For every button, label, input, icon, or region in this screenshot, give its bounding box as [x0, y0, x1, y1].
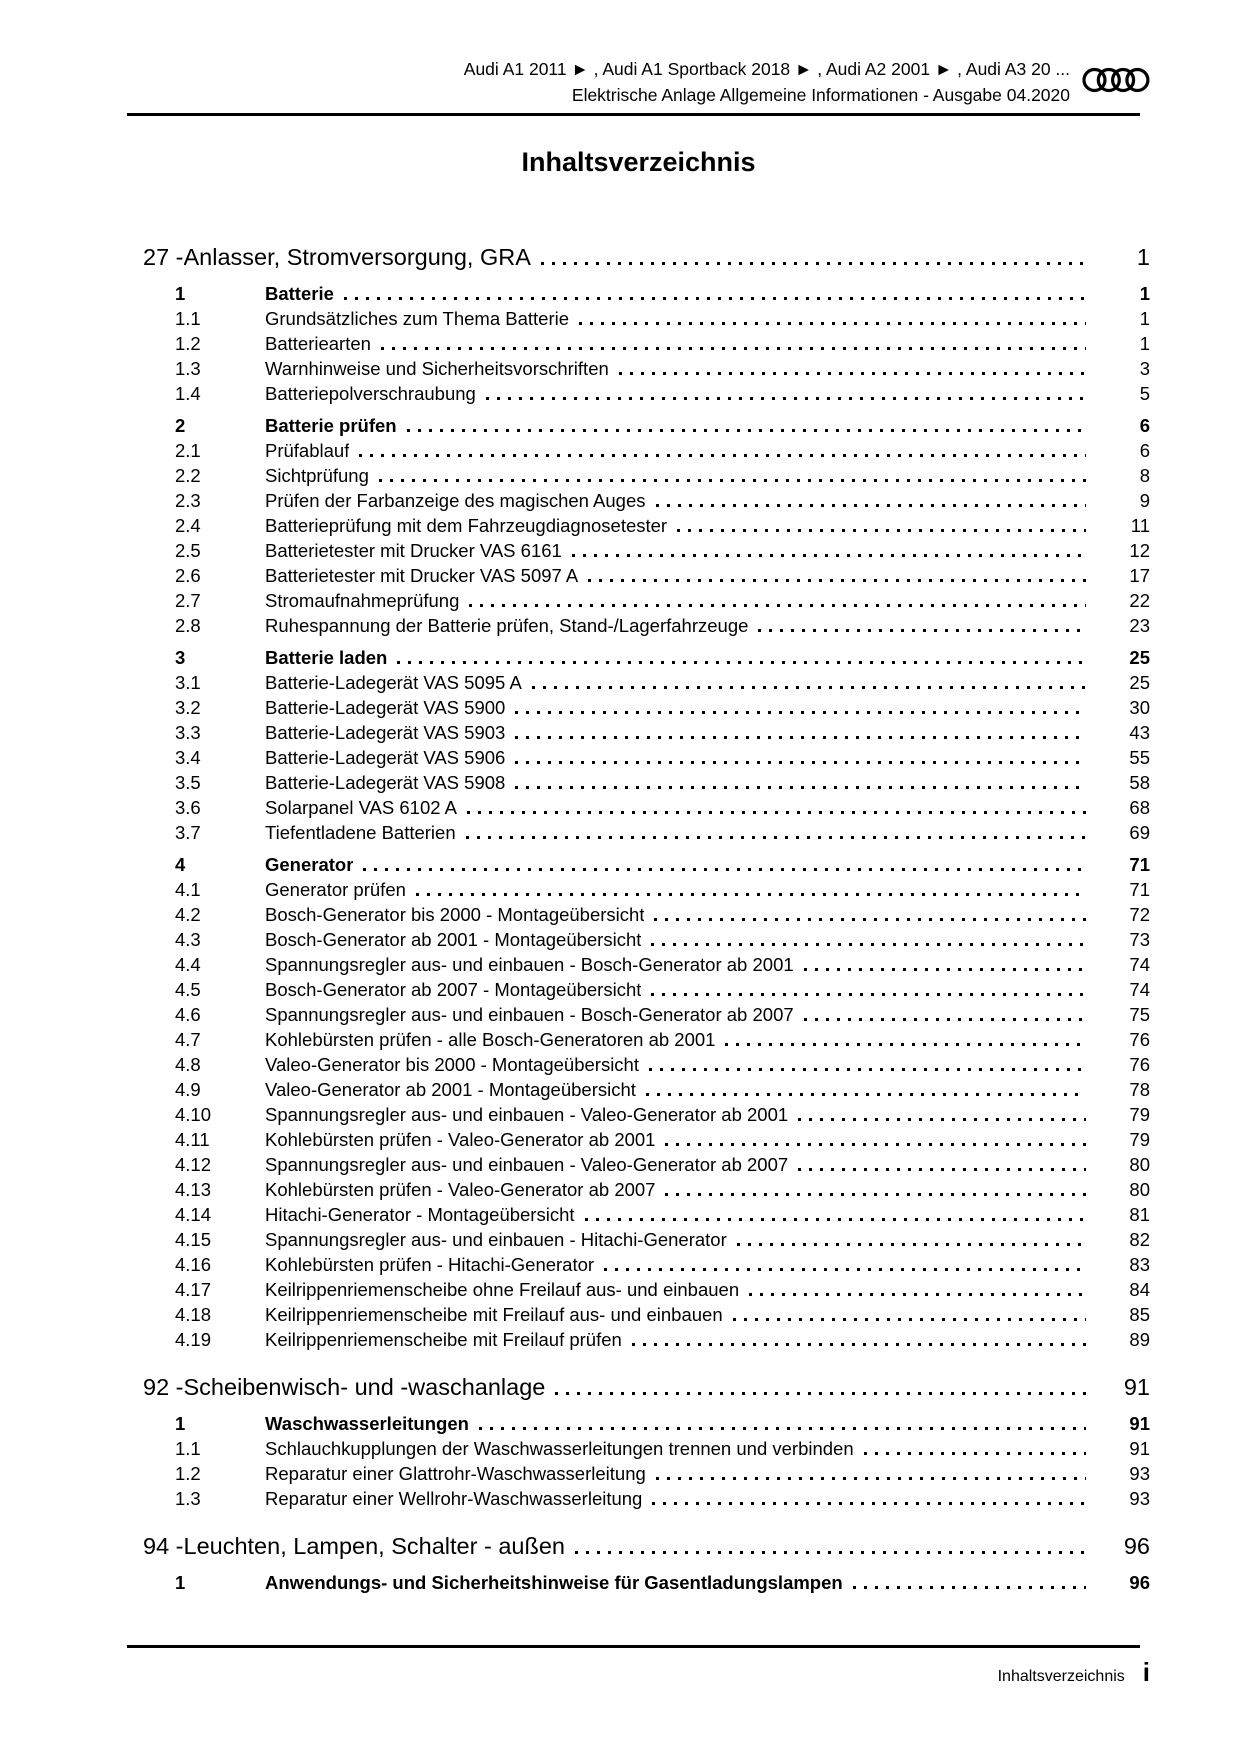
toc-entry-page: 23	[1129, 615, 1150, 636]
dot-leader	[407, 429, 1086, 432]
dot-leader	[379, 479, 1086, 482]
toc-entry-label: Kohlebürsten prüfen - Valeo-Generator ab 2007	[265, 1179, 656, 1200]
toc-entry-page: 6	[1139, 415, 1150, 436]
dot-leader	[381, 347, 1086, 350]
toc-entry-number: 4.5	[175, 979, 201, 1000]
toc-entry-page: 3	[1139, 358, 1150, 379]
dot-leader	[555, 1392, 1086, 1395]
page-header	[127, 56, 1150, 108]
dot-leader	[359, 454, 1086, 457]
toc-section-row[interactable]	[127, 1252, 1150, 1277]
toc-entry-page: 80	[1129, 1179, 1150, 1200]
dot-leader	[758, 629, 1086, 632]
dot-leader	[585, 1218, 1086, 1221]
toc-entry-page: 81	[1129, 1204, 1150, 1225]
dot-leader	[677, 529, 1086, 532]
toc-entry-number: 4.6	[175, 1004, 201, 1025]
toc-entry-number: 2.7	[175, 590, 201, 611]
toc-entry-page: 96	[1129, 1572, 1150, 1593]
toc-section-row[interactable]	[127, 488, 1150, 513]
toc-section-row[interactable]	[127, 1436, 1150, 1461]
toc-entry-label: Grundsätzliches zum Thema Batterie	[265, 308, 570, 329]
toc-entry-number: 1.4	[175, 383, 201, 404]
toc-entry-label: Batterie-Ladegerät VAS 5906	[265, 747, 506, 768]
toc-entry-number: 1.1	[175, 308, 201, 329]
toc-entry-label: Tiefentladene Batterien	[265, 822, 456, 843]
toc-entry-number: 3.6	[175, 797, 201, 818]
toc-entry-number: 3.7	[175, 822, 201, 843]
toc-entry-number: 4.15	[175, 1229, 212, 1250]
page-footer	[998, 1657, 1150, 1688]
toc-entry-number: 1.3	[175, 1488, 201, 1509]
toc-entry-label: Waschwasserleitungen	[265, 1413, 469, 1434]
toc-entry-label: Spannungsregler aus- und einbauen - Hitachi-Generator	[265, 1229, 727, 1250]
toc-entry-number: 3.2	[175, 697, 201, 718]
toc-entry-page: 89	[1129, 1329, 1150, 1350]
toc-section-row[interactable]	[127, 770, 1150, 795]
toc-entry-number: 2.8	[175, 615, 201, 636]
toc-entry-label: Batterietester mit Drucker VAS 6161	[265, 540, 562, 561]
toc-entry-label: Bosch-Generator ab 2007 - Montageübersicht	[265, 979, 642, 1000]
dot-leader	[515, 736, 1086, 739]
dot-leader	[749, 1293, 1086, 1296]
dot-leader	[804, 968, 1086, 971]
toc-entry-number: 4.14	[175, 1204, 212, 1225]
toc-entry-page: 85	[1129, 1304, 1150, 1325]
dot-leader	[397, 661, 1086, 664]
toc-section-row[interactable]	[127, 1052, 1150, 1077]
dot-leader	[619, 372, 1086, 375]
dot-leader	[486, 397, 1086, 400]
dot-leader	[864, 1452, 1086, 1455]
toc-entry-page: 1	[1136, 244, 1150, 270]
toc-entry-label: Ruhespannung der Batterie prüfen, Stand-/Lagerfahrzeuge	[265, 615, 749, 636]
toc-chapter-row[interactable]	[127, 1529, 1150, 1563]
dot-leader	[798, 1168, 1086, 1171]
toc-entry-label: Leuchten, Lampen, Schalter - außen	[183, 1533, 565, 1559]
toc-entry-label: Spannungsregler aus- und einbauen - Valeo-Generator ab 2007	[265, 1154, 789, 1175]
toc-section-row[interactable]	[127, 1077, 1150, 1102]
toc-entry-page: 72	[1129, 904, 1150, 925]
toc-section-row[interactable]	[127, 977, 1150, 1002]
toc-section-row[interactable]	[127, 306, 1150, 331]
toc-section-row[interactable]	[127, 438, 1150, 463]
toc-entry-number: 3.1	[175, 672, 201, 693]
toc-entry-page: 68	[1129, 797, 1150, 818]
footer-section-label: Inhaltsverzeichnis	[997, 1668, 1125, 1685]
page-title: Inhaltsverzeichnis	[521, 147, 756, 177]
toc-section-row[interactable]	[127, 795, 1150, 820]
toc-entry-label: Generator	[265, 854, 354, 875]
toc-entry-page: 5	[1139, 383, 1150, 404]
toc-entry-page: 82	[1129, 1229, 1150, 1250]
toc-section-row[interactable]	[127, 927, 1150, 952]
toc-entry-number: 4.17	[175, 1279, 212, 1300]
toc-entry-page: 1	[1139, 308, 1150, 329]
toc-entry-page: 71	[1129, 854, 1150, 875]
toc-entry-page: 8	[1139, 465, 1150, 486]
dot-leader	[737, 1243, 1086, 1246]
toc-entry-label: Spannungsregler aus- und einbauen - Bosch-Generator ab 2001	[265, 954, 794, 975]
toc-entry-number: 2.6	[175, 565, 201, 586]
toc-entry-page: 79	[1129, 1129, 1150, 1150]
toc-entry-label: Batterie-Ladegerät VAS 5908	[265, 772, 506, 793]
toc-entry-number: 4.2	[175, 904, 201, 925]
toc-entry-number: 4.8	[175, 1054, 201, 1075]
dot-leader	[651, 943, 1086, 946]
dot-leader	[656, 504, 1086, 507]
toc-entry-number: 1.1	[175, 1438, 201, 1459]
toc-entry-label: Sichtprüfung	[265, 465, 369, 486]
toc-section-row[interactable]	[127, 1002, 1150, 1027]
toc-entry-label: Kohlebürsten prüfen - Hitachi-Generator	[265, 1254, 595, 1275]
dot-leader	[656, 1477, 1086, 1480]
toc-entry-label: Warnhinweise und Sicherheitsvorschriften	[265, 358, 609, 379]
toc-entry-label: Generator prüfen	[265, 879, 406, 900]
toc-entry-label: Reparatur einer Glattrohr-Waschwasserleitung	[265, 1463, 646, 1484]
toc-entry-number: 27 -	[143, 244, 184, 270]
toc-entry-page: 9	[1139, 490, 1150, 511]
toc-entry-page: 25	[1129, 672, 1150, 693]
dot-leader	[469, 604, 1086, 607]
toc-section-row[interactable]	[127, 745, 1150, 770]
toc-section-row[interactable]	[127, 1027, 1150, 1052]
toc-entry-label: Scheibenwisch- und -waschanlage	[183, 1374, 546, 1400]
toc-entry-number: 94 -	[143, 1533, 184, 1559]
toc-entry-number: 4.11	[175, 1129, 210, 1150]
dot-leader	[532, 686, 1086, 689]
toc-entry-label: Spannungsregler aus- und einbauen - Bosch-Generator ab 2007	[265, 1004, 794, 1025]
toc-entry-label: Prüfen der Farbanzeige des magischen Auges	[265, 490, 646, 511]
toc-section-row[interactable]	[127, 720, 1150, 745]
toc-entry-label: Batterie	[265, 283, 334, 304]
toc-section-row[interactable]	[127, 670, 1150, 695]
toc-entry-number: 3.5	[175, 772, 201, 793]
toc-entry-number: 4.3	[175, 929, 201, 950]
toc-entry-number: 92 -	[143, 1374, 184, 1400]
toc-section-row[interactable]	[127, 1461, 1150, 1486]
toc-chapter-row[interactable]	[127, 240, 1150, 274]
toc-entry-label: Valeo-Generator bis 2000 - Montageübersicht	[265, 1054, 639, 1075]
toc-entry-number: 4.18	[175, 1304, 212, 1325]
toc-entry-page: 76	[1129, 1054, 1150, 1075]
toc-entry-label: Valeo-Generator ab 2001 - Montageübersicht	[265, 1079, 636, 1100]
toc-entry-label: Batterieprüfung mit dem Fahrzeugdiagnosetester	[265, 515, 668, 536]
toc-entry-number: 1.3	[175, 358, 201, 379]
toc-entry-number: 4.12	[175, 1154, 212, 1175]
toc-section-row[interactable]	[127, 952, 1150, 977]
toc-entry-number: 2.4	[175, 515, 201, 536]
toc-section-row[interactable]	[127, 1327, 1150, 1352]
toc-entry-page: 78	[1129, 1079, 1150, 1100]
toc-entry-label: Reparatur einer Wellrohr-Waschwasserleitung	[265, 1488, 643, 1509]
toc-entry-label: Kohlebürsten prüfen - alle Bosch-Generatoren ab 2001	[265, 1029, 716, 1050]
toc-entry-number: 1	[175, 1572, 186, 1593]
toc-section-row[interactable]	[127, 413, 1150, 438]
toc-entry-number: 4.7	[175, 1029, 201, 1050]
toc-entry-number: 1	[175, 283, 186, 304]
toc-section-row[interactable]	[127, 645, 1150, 670]
toc-section-row[interactable]	[127, 1486, 1150, 1511]
toc-entry-number: 4	[175, 854, 186, 875]
toc-section-row[interactable]	[127, 1277, 1150, 1302]
toc-entry-page: 74	[1129, 979, 1150, 1000]
toc-entry-page: 79	[1129, 1104, 1150, 1125]
dot-leader	[515, 761, 1086, 764]
dot-leader	[579, 322, 1086, 325]
toc-entry-number: 4.19	[175, 1329, 212, 1350]
toc-entry-page: 75	[1129, 1004, 1150, 1025]
toc-entry-page: 91	[1129, 1413, 1150, 1434]
toc-entry-page: 43	[1129, 722, 1150, 743]
toc-entry-label: Batteriearten	[265, 333, 371, 354]
toc-entry-number: 2.2	[175, 465, 201, 486]
toc-entry-number: 4.1	[175, 879, 201, 900]
toc-entry-label: Batterietester mit Drucker VAS 5097 A	[265, 565, 579, 586]
toc-entry-label: Batterie-Ladegerät VAS 5900	[265, 697, 506, 718]
toc-entry-number: 3.3	[175, 722, 201, 743]
footer-page-number: i	[1142, 1657, 1150, 1687]
toc-section-row[interactable]	[127, 588, 1150, 613]
toc-entry-number: 4.16	[175, 1254, 212, 1275]
toc-entry-number: 3.4	[175, 747, 201, 768]
toc-chapter-row[interactable]	[127, 1370, 1150, 1404]
toc-entry-number: 4.10	[175, 1104, 212, 1125]
toc-entry-number: 2	[175, 415, 186, 436]
dot-leader	[798, 1118, 1086, 1121]
toc-entry-label: Solarpanel VAS 6102 A	[265, 797, 457, 818]
toc-section-row[interactable]	[127, 695, 1150, 720]
toc-entry-page: 93	[1129, 1463, 1150, 1484]
toc-entry-label: Anlasser, Stromversorgung, GRA	[183, 244, 531, 270]
toc-entry-page: 74	[1129, 954, 1150, 975]
toc-entry-label: Batteriepolverschraubung	[265, 383, 476, 404]
dot-leader	[541, 262, 1086, 265]
toc-entry-label: Schlauchkupplungen der Waschwasserleitungen trennen und verbinden	[265, 1438, 854, 1459]
toc-entry-label: Keilrippenriemenscheibe mit Freilauf prüfen	[265, 1329, 622, 1350]
toc-entry-label: Stromaufnahmeprüfung	[265, 590, 460, 611]
toc-entry-page: 91	[1129, 1438, 1150, 1459]
dot-leader	[804, 1018, 1086, 1021]
toc-entry-label: Prüfablauf	[265, 440, 350, 461]
toc-entry-label: Hitachi-Generator - Montageübersicht	[265, 1204, 575, 1225]
toc-entry-page: 83	[1129, 1254, 1150, 1275]
toc-entry-label: Batterie laden	[265, 647, 388, 668]
toc-section-row[interactable]	[127, 331, 1150, 356]
dot-leader	[344, 297, 1086, 300]
toc-section-row[interactable]	[127, 356, 1150, 381]
toc-section-row[interactable]	[127, 1227, 1150, 1252]
dot-leader	[654, 918, 1086, 921]
toc-section-row[interactable]	[127, 877, 1150, 902]
toc-section-row[interactable]	[127, 613, 1150, 638]
toc-entry-number: 1.2	[175, 1463, 201, 1484]
toc-entry-number: 2.3	[175, 490, 201, 511]
toc-section-row[interactable]	[127, 1570, 1150, 1595]
toc-section-row[interactable]	[127, 538, 1150, 563]
toc-section-row[interactable]	[127, 463, 1150, 488]
dot-leader	[853, 1586, 1086, 1589]
dot-leader	[651, 993, 1086, 996]
toc-entry-number: 2.5	[175, 540, 201, 561]
toc-entry-number: 3	[175, 647, 186, 668]
dot-leader	[646, 1093, 1086, 1096]
dot-leader	[649, 1068, 1086, 1071]
toc-entry-page: 58	[1129, 772, 1150, 793]
toc-entry-page: 1	[1139, 333, 1150, 354]
toc-entry-label: Keilrippenriemenscheibe ohne Freilauf aus- und einbauen	[265, 1279, 740, 1300]
toc-entry-page: 91	[1123, 1374, 1150, 1400]
toc-entry-page: 17	[1129, 565, 1150, 586]
toc-section-row[interactable]	[127, 563, 1150, 588]
toc-entry-page: 96	[1123, 1533, 1150, 1559]
dot-leader	[515, 711, 1086, 714]
toc-section-row[interactable]	[127, 820, 1150, 845]
toc-entry-label: Batterie-Ladegerät VAS 5903	[265, 722, 506, 743]
toc-section-row[interactable]	[127, 1202, 1150, 1227]
toc-section-row[interactable]	[127, 381, 1150, 406]
dot-leader	[572, 554, 1086, 557]
toc-entry-page: 80	[1129, 1154, 1150, 1175]
toc-section-row[interactable]	[127, 1127, 1150, 1152]
toc-section-row[interactable]	[127, 1177, 1150, 1202]
dot-leader	[515, 786, 1086, 789]
toc-entry-page: 22	[1129, 590, 1150, 611]
toc-entry-number: 4.13	[175, 1179, 212, 1200]
header-document-line: Elektrische Anlage Allgemeine Informationen - Ausgabe 04.2020	[571, 85, 1070, 105]
dot-leader	[652, 1502, 1086, 1505]
toc-entry-label: Batterie prüfen	[265, 415, 397, 436]
toc-entry-label: Batterie-Ladegerät VAS 5095 A	[265, 672, 522, 693]
dot-leader	[479, 1427, 1086, 1430]
header-rule	[127, 113, 1140, 116]
dot-leader	[416, 893, 1086, 896]
dot-leader	[725, 1043, 1086, 1046]
toc-entry-number: 4.9	[175, 1079, 201, 1100]
toc-entry-number: 2.1	[175, 440, 201, 461]
toc-entry-page: 6	[1139, 440, 1150, 461]
audi-rings-icon	[1082, 67, 1150, 98]
dot-leader	[665, 1193, 1086, 1196]
toc-entry-page: 76	[1129, 1029, 1150, 1050]
toc-entry-page: 73	[1129, 929, 1150, 950]
header-text-block	[464, 56, 1070, 108]
toc-entry-label: Keilrippenriemenscheibe mit Freilauf aus- und einbauen	[265, 1304, 723, 1325]
toc-entry-label: Spannungsregler aus- und einbauen - Valeo-Generator ab 2001	[265, 1104, 789, 1125]
toc-list	[127, 240, 1150, 1595]
toc-entry-number: 4.4	[175, 954, 201, 975]
footer-rule	[127, 1645, 1140, 1648]
toc-entry-label: Anwendungs- und Sicherheitshinweise für Gasentladungslampen	[265, 1572, 843, 1593]
dot-leader	[467, 811, 1086, 814]
toc-section-row[interactable]	[127, 1152, 1150, 1177]
dot-leader	[575, 1551, 1086, 1554]
toc-entry-label: Kohlebürsten prüfen - Valeo-Generator ab 2001	[265, 1129, 656, 1150]
toc-entry-label: Bosch-Generator bis 2000 - Montageübersicht	[265, 904, 645, 925]
toc-section-row[interactable]	[127, 1411, 1150, 1436]
toc-entry-page: 55	[1129, 747, 1150, 768]
toc-entry-number: 1.2	[175, 333, 201, 354]
toc-section-row[interactable]	[127, 1102, 1150, 1127]
dot-leader	[363, 868, 1086, 871]
toc-entry-page: 25	[1129, 647, 1150, 668]
dot-leader	[588, 579, 1086, 582]
toc-entry-number: 1	[175, 1413, 186, 1434]
toc-entry-page: 69	[1129, 822, 1150, 843]
toc-entry-page: 71	[1129, 879, 1150, 900]
dot-leader	[665, 1143, 1086, 1146]
toc-section-row[interactable]	[127, 902, 1150, 927]
dot-leader	[733, 1318, 1086, 1321]
toc-entry-label: Bosch-Generator ab 2001 - Montageübersicht	[265, 929, 642, 950]
dot-leader	[604, 1268, 1086, 1271]
toc-section-row[interactable]	[127, 852, 1150, 877]
toc-section-row[interactable]	[127, 1302, 1150, 1327]
header-models-line: Audi A1 2011 ► , Audi A1 Sportback 2018 ► , Audi A2 2001 ► , Audi A3 20 ...	[463, 59, 1070, 79]
toc-entry-page: 11	[1130, 515, 1150, 536]
toc-entry-page: 93	[1129, 1488, 1150, 1509]
toc-entry-page: 30	[1129, 697, 1150, 718]
toc-entry-page: 84	[1129, 1279, 1150, 1300]
dot-leader	[632, 1343, 1086, 1346]
dot-leader	[466, 836, 1086, 839]
toc-section-row[interactable]	[127, 513, 1150, 538]
toc-entry-page: 12	[1129, 540, 1150, 561]
toc-entry-page: 1	[1139, 283, 1150, 304]
toc-section-row[interactable]	[127, 281, 1150, 306]
